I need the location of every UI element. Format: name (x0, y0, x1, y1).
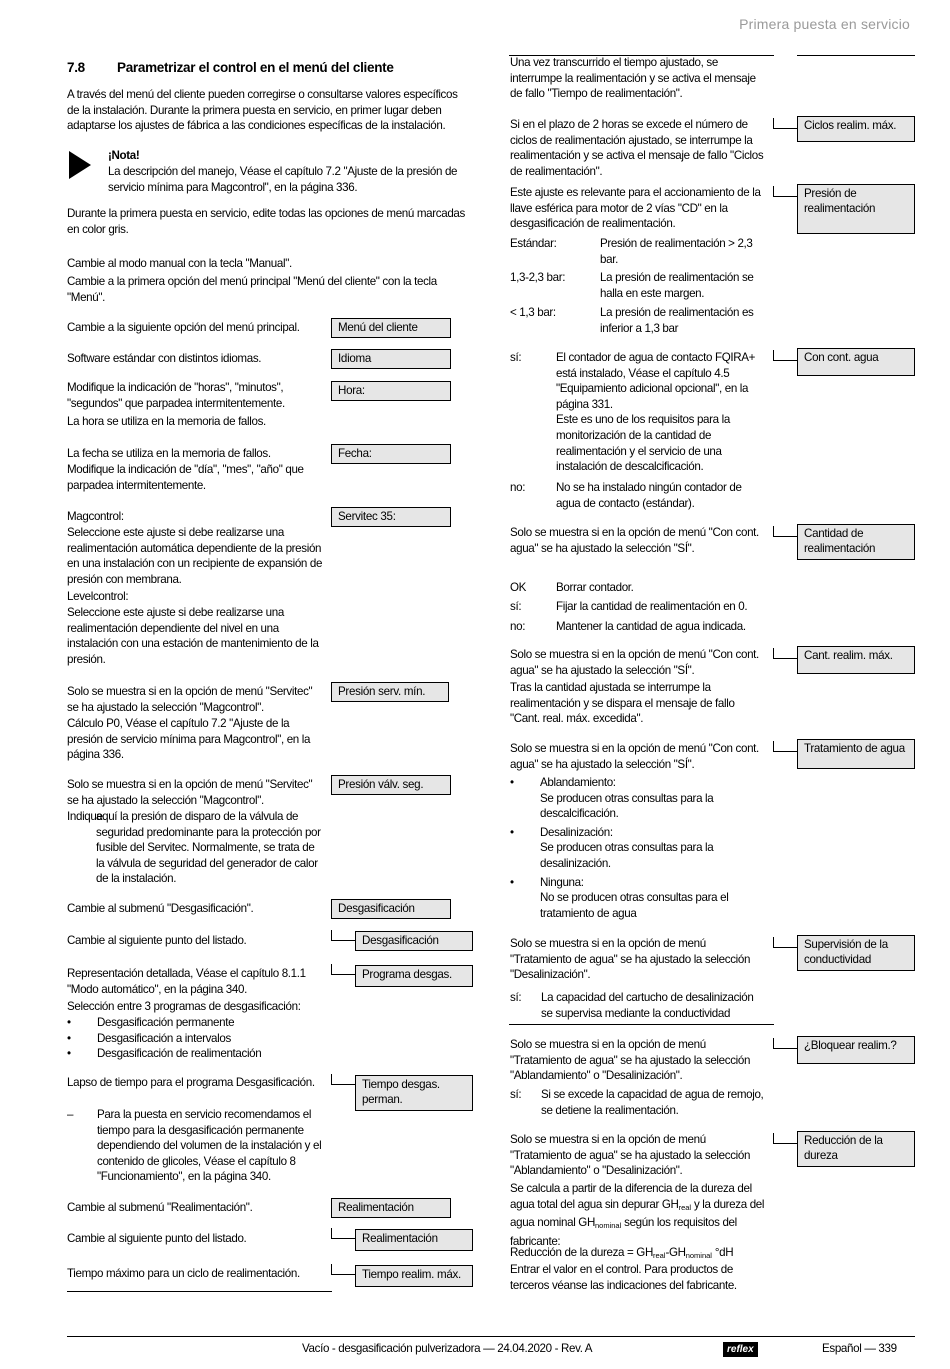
definition-row: sí: El contador de agua de contacto FQIRA+ está instalado, Véase el capítulo 4.5 "Equipamiento adicional opcional", en la página 331. Este es uno de los requisitos para la monitorización de la cantidad de realimentación y el servicio de una instalación de descalcificación. (510, 351, 756, 474)
menu-box-cantidad-realim: Cantidad de realimentación (797, 524, 915, 560)
submenu-connector (773, 648, 798, 659)
header-title: Primera puesta en servicio (739, 16, 910, 32)
row-text: Cambie al submenú "Desgasificación". (67, 902, 254, 915)
divider (797, 55, 915, 56)
row-text: Representación detallada, Véase el capítulo 8.1.1 "Modo automático", en la página 340. (67, 967, 306, 996)
row-text: Seleccione este ajuste si debe realizarse una realimentación dependiente del nivel en una instalación con una estación de mantenimiento de la presión. (67, 606, 319, 666)
submenu-connector (331, 1228, 356, 1239)
row-text: La fecha se utiliza en la memoria de fallos. (67, 447, 271, 460)
note-title: ¡Nota! (108, 149, 140, 162)
menu-box-reduccion-dureza: Reducción de la dureza (797, 1131, 915, 1167)
definition-row: sí: Si se excede la capacidad de agua de remojo, se detiene la realimentación. (510, 1088, 764, 1117)
row-text: Tiempo máximo para un ciclo de realimentación. (67, 1267, 300, 1280)
submenu-connector (331, 930, 356, 941)
row-text: Cambie al siguiente punto del listado. (67, 934, 247, 947)
row-detail: aquí la presión de disparo de la válvula de seguridad predominante para la protección por fusible del Servitec. Normalmente, se trata de la válvula de seguridad del generador de calor de la instalación. (96, 810, 321, 886)
note-text: La descripción del manejo, Véase el capítulo 7.2 "Ajuste de la presión de servicio mínima para Magcontrol", en la página 336. (108, 165, 458, 194)
submenu-connector (773, 741, 798, 752)
menu-box-cant-realim-max: Cant. realim. máx. (797, 646, 915, 674)
menu-box-presion-valv-seg: Presión válv. seg. (331, 775, 451, 795)
submenu-connector (773, 937, 798, 948)
menu-box-menu-del-cliente: Menú del cliente (331, 318, 451, 338)
row-text: Solo se muestra si en la opción de menú "Servitec" se ha ajustado la selección "Magcontrol". (67, 685, 313, 714)
menu-box-tratamiento-agua: Tratamiento de agua (797, 739, 915, 769)
row-text: Solo se muestra si en la opción de menú "Con cont. agua" se ha ajustado la selección "SÍ". (510, 648, 759, 677)
bullet-list (67, 1015, 329, 1062)
menu-box-supervision-conductividad: Supervisión de la conductividad (797, 935, 915, 971)
intro-text: A través del menú del cliente pueden corregirse o consultarse valores específicos de la instalación. Durante la primera puesta en servicio, en primer lugar deben adaptarse los ajustes de fábrica a las condiciones específicas de la instalación. (67, 88, 458, 133)
submenu-box-programa-desgas: Programa desgas. (355, 965, 473, 987)
row-text: Modifique la indicación de "día", "mes", "año" que parpadea intermitentemente. (67, 463, 304, 492)
row-text: La hora se utiliza en la memoria de fallos. (67, 415, 266, 428)
submenu-box-desgasificacion: Desgasificación (355, 931, 473, 951)
row-text: Cambie al siguiente punto del listado. (67, 1232, 247, 1245)
row-text: Software estándar con distintos idiomas. (67, 352, 262, 365)
row-text: Modifique la indicación de "horas", "minutos", "segundos" que parpadea intermitentemente. (67, 381, 285, 410)
definition-row: no: No se ha instalado ningún contador de agua de contacto (estándar). (510, 481, 742, 510)
menu-box-presion-realim: Presión de realimentación (797, 184, 915, 234)
footer-page: Español — 339 (822, 1342, 897, 1355)
definition-row: sí: La capacidad del cartucho de desalinización se supervisa mediante la conductividad (510, 991, 754, 1020)
row-text: – Para la puesta en servicio recomendamos el tiempo para la desgasificación permanente dependiendo del volumen de la instalación y el contenido de glicoles, Véase el capítulo 8 "Funcionamiento", en la página 340. (67, 1108, 322, 1184)
submenu-box-tiempo-realim: Tiempo realim. máx. (355, 1265, 473, 1287)
row-text: Magcontrol: (67, 510, 124, 523)
row-text: Cambie a la siguiente opción del menú principal. (67, 321, 300, 334)
menu-box-hora: Hora: (331, 381, 451, 401)
row-lead: Indique (67, 810, 103, 823)
submenu-connector (773, 1133, 798, 1144)
row-text: Una vez transcurrido el tiempo ajustado, se interrumpe la realimentación y se activa el mensaje de fallo "Tiempo de realimentación". (510, 56, 756, 101)
list-item: • Desgasificación permanente (67, 1016, 235, 1029)
divider (67, 1291, 332, 1292)
row-text: Levelcontrol: (67, 590, 129, 603)
row-text: Selección entre 3 programas de desgasificación: (67, 1000, 301, 1013)
menu-box-presion-serv-min: Presión serv. mín. (331, 682, 449, 702)
submenu-connector (331, 1074, 356, 1085)
row-text: Tras la cantidad ajustada se interrumpe la realimentación y se dispara el mensaje de fallo "Cant. real. máx. excedida". (510, 681, 735, 726)
row-text: Se calcula a partir de la diferencia de la dureza del agua total del agua sin depurar $GH_{real}$ y la dureza del agua nominal $GH_{nominal}$ según los requisitos del fabricante: (510, 1182, 765, 1248)
section-number: 7.8 (67, 60, 85, 75)
section-title: Parametrizar el control en el menú del cliente (117, 60, 394, 75)
menu-box-con-cont-agua: Con cont. agua (797, 348, 915, 376)
row-text: Entrar el valor en el control. Para productos de terceros véanse las indicaciones del fabricante. (510, 1263, 737, 1292)
row-text: Si en el plazo de 2 horas se excede el número de ciclos de realimentación ajustado, se interrumpe la realimentación y se activa el mensaje de fallo "Ciclos de realimentación". (510, 118, 764, 178)
submenu-box-realimentacion: Realimentación (355, 1229, 473, 1251)
submenu-connector (331, 1264, 356, 1275)
menu-box-servitec: Servitec 35: (331, 507, 451, 527)
list-item: • Desalinización: Se producen otras consultas para la desalinización. (510, 825, 714, 870)
definition-row: 1,3-2,3 bar: La presión de realimentación se halla en este margen. (510, 271, 754, 300)
row-text (67, 809, 325, 887)
row-text: Cambie al submenú "Realimentación". (67, 1201, 253, 1214)
paragraph: Durante la primera puesta en servicio, edite todas las opciones de menú marcadas en color gris. (67, 207, 465, 236)
submenu-connector (331, 964, 356, 975)
menu-box-desgasificacion: Desgasificación (331, 899, 451, 919)
definition-row: OK Borrar contador. (510, 581, 634, 594)
menu-box-fecha: Fecha: (331, 444, 451, 464)
submenu-connector (773, 1038, 798, 1049)
submenu-connector (773, 526, 798, 537)
menu-box-idioma: Idioma (331, 349, 451, 369)
row-text: Solo se muestra si en la opción de menú "Tratamiento de agua" se ha ajustado la selección "Ablandamiento" o "Desalinización". (510, 1133, 751, 1178)
row-text: Seleccione este ajuste si debe realizarse una realimentación automática dependiente de la presión en una instalación con un recipiente de expansión de presión con membrana. (67, 526, 323, 586)
list-item: • Desgasificación a intervalos (67, 1031, 231, 1045)
note-arrow-icon (69, 151, 91, 179)
submenu-connector (773, 118, 798, 129)
submenu-box-tiempo-desgas: Tiempo desgas. perman. (355, 1075, 473, 1111)
list-item: • Desgasificación de realimentación (67, 1047, 262, 1061)
row-text: Lapso de tiempo para el programa Desgasificación. (67, 1076, 315, 1089)
submenu-connector (773, 186, 798, 197)
paragraph: Cambie a la primera opción del menú principal "Menú del cliente" con la tecla "Menú". (67, 275, 437, 304)
row-text: Solo se muestra si en la opción de menú "Tratamiento de agua" se ha ajustado la selección "Desalinización". (510, 937, 751, 982)
menu-box-realimentacion: Realimentación (331, 1198, 451, 1218)
menu-box-bloquear-realim: ¿Bloquear realim.? (797, 1036, 915, 1064)
footer-document: Vacío - desgasificación pulverizadora — 24.04.2020 - Rev. A (302, 1342, 593, 1355)
row-text: Solo se muestra si en la opción de menú "Tratamiento de agua" se ha ajustado la selección "Ablandamiento" o "Desalinización". (510, 1038, 751, 1083)
row-text: Solo se muestra si en la opción de menú "Con cont. agua" se ha ajustado la selección "SÍ". (510, 526, 759, 555)
list-item: • Ninguna: No se producen otras consultas para el tratamiento de agua (510, 875, 729, 920)
definition-row: Estándar: Presión de realimentación > 2,3 bar. (510, 237, 753, 266)
definition-row: sí: Fijar la cantidad de realimentación en 0. (510, 600, 748, 613)
footer-rule (67, 1336, 915, 1337)
formula: Reducción de la dureza = $GH_{real}-GH_{nominal}$ °dH (510, 1246, 734, 1260)
row-text: Cálculo P0, Véase el capítulo 7.2 "Ajuste de la presión de servicio mínima para Magcontrol", en la página 336. (67, 717, 311, 762)
submenu-connector (773, 350, 798, 361)
definition-row: < 1,3 bar: La presión de realimentación es inferior a 1,3 bar (510, 306, 754, 335)
brand-logo: reflex (723, 1342, 758, 1357)
definition-row: no: Mantener la cantidad de agua indicada. (510, 620, 746, 633)
divider (509, 1024, 774, 1025)
paragraph: Cambie al modo manual con la tecla "Manual". (67, 257, 292, 270)
bullet-list (510, 775, 765, 921)
row-text: Este ajuste es relevante para el accionamiento de la llave esférica para motor de 2 vías "CD" en la desgasificación de realimentación. (510, 186, 761, 231)
menu-box-ciclos-realim: Ciclos realim. máx. (797, 116, 915, 142)
row-text: Solo se muestra si en la opción de menú "Con cont. agua" se ha ajustado la selección "SÍ". (510, 742, 759, 771)
list-item: • Ablandamiento: Se producen otras consultas para la descalcificación. (510, 776, 714, 821)
row-text: Solo se muestra si en la opción de menú "Servitec" se ha ajustado la selección "Magcontrol". (67, 778, 313, 807)
